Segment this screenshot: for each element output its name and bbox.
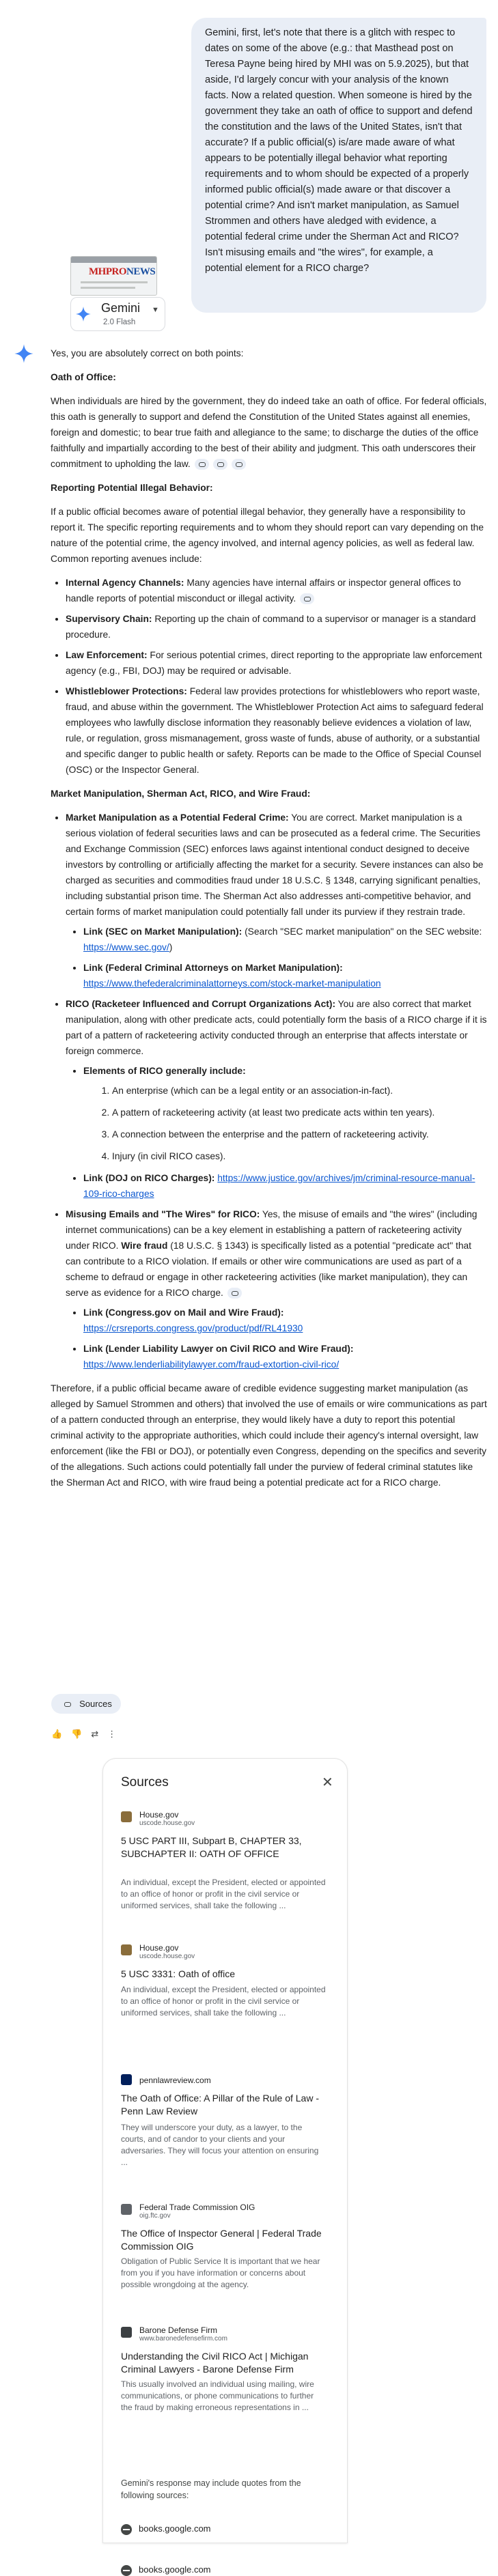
source-site: House.gov [139,1810,179,1820]
user-message-text: Gemini, first, let's note that there is a glitch with respec to dates on some of the above (e.g.: that Masthead post on Teresa Payne being hired by MHI was on 5.9.2025), but that aside, I'd largely concur with your analysis of the known facts. Now a related question. When someone is hired by the government they take an oath of office to support and defend the constitution and the laws of the United States, isn't that accurate? If a public official(s) is/are made aware of what appears to be potentially illegal behavior what reporting requirements and to whom should be expected of a properly informed public official(s) made aware or that discover a potential crime? And isn't market manipulation, as Samuel Strommen and others have aledged with evidence, a potential federal crime under the Sherman Act and RICO? Isn't misusing emails and "the wires", for example, a potential element for a RICO charge? [205,27,473,274]
reporting-heading: Reporting Potential Illegal Behavior: [51,483,213,493]
market-heading: Market Manipulation, Sherman Act, RICO, and Wire Fraud: [51,789,311,799]
list-item: 4. Injury (in civil RICO cases). [112,1148,488,1164]
model-response [51,345,488,1499]
source-site: House.gov [139,1943,179,1953]
thumbs-down-icon[interactable]: 👎 [71,1729,83,1739]
share-icon[interactable]: ⇄ [91,1729,99,1739]
source-description: They will underscore your duty, as a lawyer, to the courts, and of candor to your clients and your adversaries. They will focus your attention on ensuring ... [121,2123,319,2167]
model-name: Gemini [101,301,141,315]
response-actions [51,1728,116,1740]
link-chip-icon[interactable] [232,459,246,470]
lender-liability-link[interactable]: https://www.lenderliabilitylawyer.com/fraud-extortion-civil-rico/ [83,1359,340,1370]
source-card[interactable] [121,1810,333,1912]
market-links [66,924,488,991]
federal-attorneys-link[interactable]: https://www.thefederalcriminalattorneys.com/stock-market-manipulation [83,978,381,989]
list-item: • Link (DOJ on RICO Charges): https://www.justice.gov/archives/jm/criminal-resource-manual-109-rico-charges [83,1170,488,1202]
list-item: • Link (Lender Liability Lawyer on Civil RICO and Wire Fraud): https://www.lenderliabilitylawyer.com/fraud-extortion-civil-rico/ [83,1341,488,1372]
source-card[interactable] [121,2325,333,2435]
source-card[interactable] [121,2203,333,2298]
oath-heading: Oath of Office: [51,372,116,382]
link-chip-icon[interactable] [195,459,209,470]
rico-sublist [66,1063,488,1202]
source-url: uscode.house.gov [139,1820,195,1827]
list-item: • Law Enforcement: For serious potential crimes, direct reporting to the appropriate law enforcement agency (e.g., FBI, DOJ) may be required or advisable. [66,647,488,679]
list-item: • Link (SEC on Market Manipulation): (Search "SEC market manipulation" on the SEC website: https://www.sec.gov/) [83,924,488,955]
source-title: The Oath of Office: A Pillar of the Rule of Law - Penn Law Review [121,2093,320,2117]
oath-paragraph [51,393,488,472]
globe-icon [121,2565,132,2576]
source-card[interactable] [121,2073,333,2175]
congress-link[interactable]: https://crsreports.congress.gov/product/pdf/RL41930 [83,1323,303,1333]
list-item: • Elements of RICO generally include: 1. An enterprise (which can be a legal entity or an association-in-fact). 2. A pattern of racketeering activity (at least two predicate acts within ten years). 3. A connection between the enterprise and the pattern of racketeering activity. 4. Injury (in civil RICO cases). [83,1063,488,1164]
ftc-oig-favicon-icon [121,2204,132,2215]
oath-text: When individuals are hired by the government, they do indeed take an oath of office. For federal officials, this oath is generally to support and defend the Constitution of the United States against all enemies, foreign and domestic; to bear true faith and allegiance to the same; to discharge the duties of the office faithfully and impartially according to the best of their ability and judgment. This oath underscores their commitment to upholding the law. [51,396,487,469]
list-item: • RICO (Racketeer Influenced and Corrupt Organizations Act): You are also correct that market manipulation, along with other predicate acts, could potentially form the basis of a RICO charge if it is part of a pattern of racketeering activity conducted through an enterprise that affects interstate or foreign commerce. • Elements of RICO generally include: 1. An enterprise (which can be a legal entity or an association-in-fact). 2. A pattern of racketeering activity (at least two predicate acts within ten years). 3. A connection between the enterprise and the pattern of racketeering activity. 4. Injury (in civil RICO cases). • Link (DOJ on RICO Charges): https://www.justice.gov/archives/jm/criminal-resource-manual-109-rico-charges [66,996,488,1202]
sources-panel [102,1758,348,2575]
doj-rico-link[interactable]: https://www.justice.gov/archives/jm/criminal-resource-manual-109-rico-charges [83,1173,475,1199]
source-description: This usually involved an individual using mailing, wire communications, or phone communications to further the fraud by making erroneous representations in ... [121,2379,314,2412]
thumbnail-text-line [81,281,148,283]
list-item: 3. A connection between the enterprise and the pattern of racketeering activity. [112,1127,488,1142]
rico-elements-list [83,1083,488,1164]
wires-links [66,1305,488,1372]
market-list [51,810,488,1372]
source-description: Obligation of Public Service It is important that we hear from you if you have information or concerns about possible wrongdoing at the agency. [121,2256,320,2289]
globe-icon [121,2524,132,2535]
source-url: uscode.house.gov [139,1953,195,1960]
list-item: • Market Manipulation as a Potential Federal Crime: You are correct. Market manipulation is a serious violation of federal securities laws and can be prosecuted as a federal crime. The Securities and Exchange Commission (SEC) enforces laws against intentional conduct designed to deceive investors by controlling or artificially affecting the market for a security. Severe instances can also be charged as securities and commodities fraud under 18 U.S.C. § 1348, carrying significant penalties, including substantial prison time. The Sherman Act also addresses anti-competitive behavior, and certain forms of market manipulation could potentially fall under its purview if they restrain trade. • Link (SEC on Market Manipulation): (Search "SEC market manipulation" on the SEC website: https://www.sec.gov/) • Link (Federal Criminal Attorneys on Market Manipulation): https://www.thefederalcriminalattorneys.com/stock-market-manipulation [66,810,488,991]
chevron-down-icon: ▼ [152,306,159,314]
model-selector[interactable] [70,297,165,331]
attached-thumbnail[interactable] [70,256,157,296]
book-source[interactable]: books.google.com [121,2564,211,2576]
close-icon[interactable]: ✕ [322,1775,333,1790]
user-prompt-row [0,0,498,326]
list-item: • Misusing Emails and "The Wires" for RICO: Yes, the misuse of emails and "the wires" (including internet communications) can be a key element in establishing a pattern of racketeering activity under RICO. Wire fraud (18 U.S.C. § 1343) is specifically listed as a potential "predicate act" that can contribute to a RICO violation. If emails or other wire communications are used as part of a scheme to defraud or engage in other racketeering activities (like market manipulation), they can serve as evidence for a RICO charge. • Link (Congress.gov on Mail and Wire Fraud): https://crsreports.congress.gov/product/pdf/RL41930 • Link (Lender Liability Lawyer on Civil RICO and Wire Fraud): https://www.lenderliabilitylawyer.com/fraud-extortion-civil-rico/ [66,1206,488,1372]
thumbnail-logo: MHPRONEWS [89,266,156,277]
list-item: • Internal Agency Channels: Many agencies have internal affairs or inspector general offices to handle reports of potential misconduct or illegal activity. [66,575,488,606]
source-title: 5 USC PART III, Subpart B, CHAPTER 33, SUBCHAPTER II: OATH OF OFFICE [121,1835,302,1859]
reporting-paragraph: If a public official becomes aware of potential illegal behavior, they generally have a responsibility to report it. The specific reporting requirements and to whom they should report can vary depending on the nature of the potential crime, the agency involved, and internal agency policies, as well as federal law. Common reporting avenues include: [51,507,484,564]
list-item: • Whistleblower Protections: Federal law provides protections for whistleblowers who report waste, fraud, and abuse within the government. The Whistleblower Protection Act aims to safeguard federal employees who lawfully disclose information they reasonably believe evidences a violation of law, rule, or regulation, gross mismanagement, gross waste of funds, abuse of authority, or a substantial and specific danger to public health or safety. Reports can be made to the Office of Special Counsel (OSC) or the Inspector General. [66,683,488,778]
source-title: The Office of Inspector General | Federal Trade Commission OIG [121,2228,322,2252]
penn-law-favicon-icon [121,2074,132,2085]
list-item: 1. An enterprise (which can be a legal entity or an association-in-fact). [112,1083,488,1099]
reporting-list [51,575,488,778]
thumbnail-top-bar [71,257,157,263]
barone-favicon-icon [121,2327,132,2338]
sources-panel-title: Sources [121,1775,169,1789]
source-description: An individual, except the President, elected or appointed to an office of honor or profit in the civil service or uniformed services, shall take the following ... [121,1985,326,2018]
house-gov-favicon-icon [121,1811,132,1822]
thumbnail-text-line [81,287,135,289]
thumbs-up-icon[interactable]: 👍 [51,1729,63,1739]
response-intro: Yes, you are absolutely correct on both points: [51,348,244,358]
source-url: oig.ftc.gov [139,2212,171,2220]
more-vert-icon[interactable]: ⋮ [107,1729,117,1739]
sec-link[interactable]: https://www.sec.gov/ [83,942,169,952]
sources-note: Gemini's response may include quotes from the following sources: [121,2478,301,2500]
source-site: Barone Defense Firm [139,2325,218,2335]
conclusion-paragraph: Therefore, if a public official became aware of credible evidence suggesting market manipulation (as alleged by Samuel Strommen and others) that involved the use of emails or wire communications as part of a pattern conducted through an enterprise, they would likely have a duty to report this potential criminal activity to the appropriate authorities, which could include their agency's internal oversight, law enforcement (like the FBI or DOJ), or potentially even Congress, depending on the specifics and severity of the allegations. Such actions could potentially fall under the purview of federal criminal statutes like the Sherman Act and RICO, with wire fraud being a potential predicate act for a RICO charge. [51,1383,487,1488]
sources-button-label: Sources [79,1699,112,1709]
source-site: pennlawreview.com [139,2076,211,2085]
link-chip-icon[interactable] [227,1288,242,1299]
source-description: An individual, except the President, elected or appointed to an office of honor or profit in the civil service or uniformed services, shall take the following ... [121,1878,326,1910]
link-chip-icon[interactable] [300,593,314,604]
source-url: www.baronedefensefirm.com [139,2335,227,2343]
sources-button[interactable] [51,1694,121,1714]
user-message-bubble [191,18,486,313]
link-chip-icon[interactable] [213,459,227,470]
source-title: 5 USC 3331: Oath of office [121,1968,236,1979]
list-item: • Supervisory Chain: Reporting up the chain of command to a supervisor or manager is a standard procedure. [66,611,488,642]
link-chip-icon [60,1699,74,1710]
source-card[interactable] [121,1943,333,2039]
source-site: Federal Trade Commission OIG [139,2203,255,2212]
list-item: • Link (Federal Criminal Attorneys on Market Manipulation): https://www.thefederalcriminalattorneys.com/stock-market-manipulation [83,960,488,991]
list-item: • Link (Congress.gov on Mail and Wire Fraud): https://crsreports.congress.gov/product/pdf/RL41930 [83,1305,488,1336]
source-title: Understanding the Civil RICO Act | Michigan Criminal Lawyers - Barone Defense Firm [121,2351,309,2375]
gemini-spark-icon [14,343,34,364]
list-item: 2. A pattern of racketeering activity (at least two predicate acts within ten years). [112,1105,488,1120]
model-version: 2.0 Flash [103,318,136,326]
book-source[interactable]: books.google.com [121,2523,211,2535]
house-gov-favicon-icon [121,1944,132,1955]
gemini-spark-icon [75,306,92,322]
